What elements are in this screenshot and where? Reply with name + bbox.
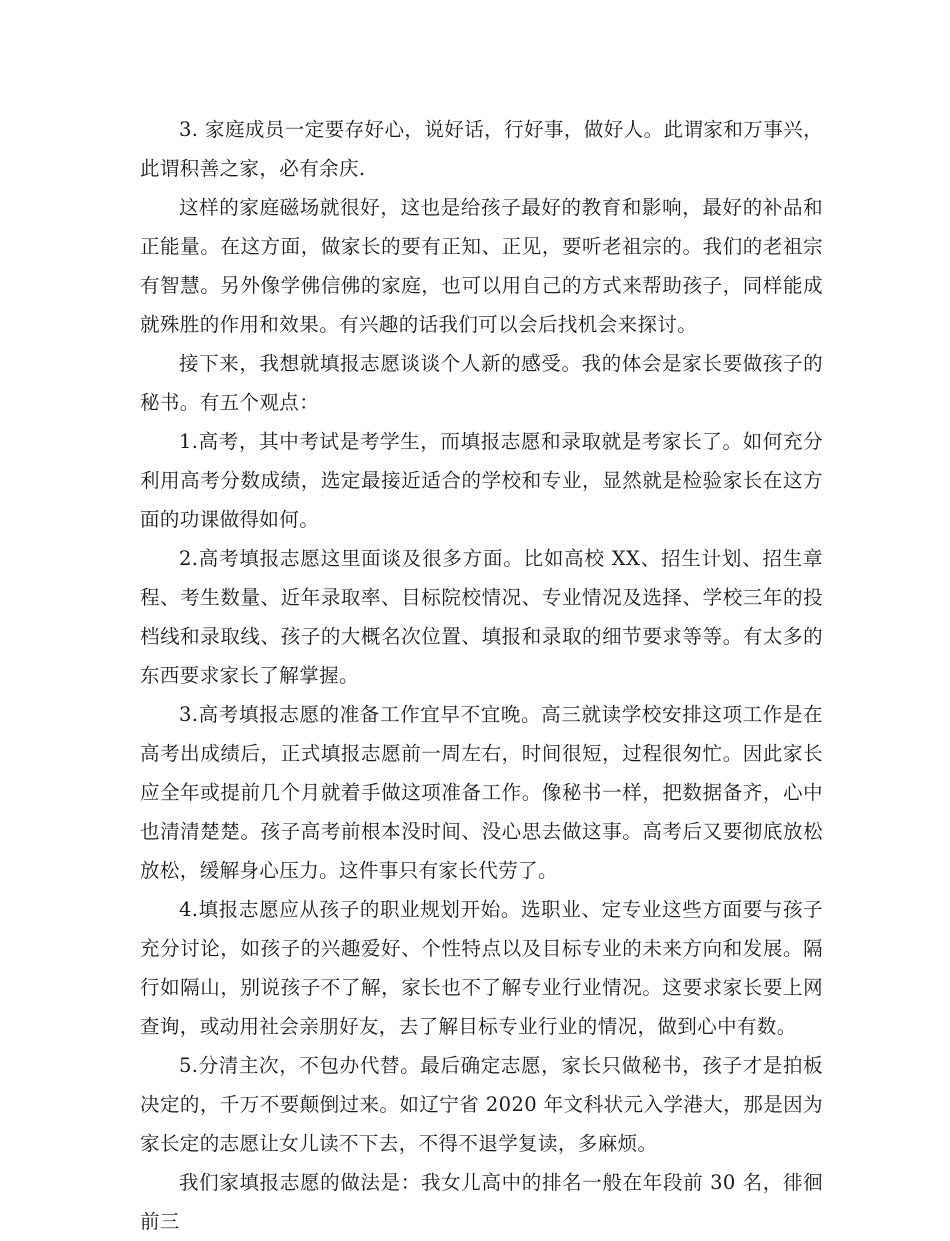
paragraph-family-virtue: 3. 家庭成员一定要存好心，说好话，行好事，做好人。此谓家和万事兴，此谓积善之家，必有余庆. bbox=[140, 118, 823, 180]
paragraph-intro-five-points: 接下来，我想就填报志愿谈谈个人新的感受。我的体会是家长要做孩子的秘书。有五个观点： bbox=[140, 352, 823, 414]
paragraph-point-2: 2.高考填报志愿这里面谈及很多方面。比如高校 XX、招生计划、招生章程、考生数量、近年录取率、目标院校情况、专业情况及选择、学校三年的投档线和录取线、孩子的大概名次位置、填报和录取的细节要求等等。有太多的东西要求家长了解掌握。 bbox=[140, 547, 823, 687]
paragraph-our-approach: 我们家填报志愿的做法是：我女儿高中的排名一般在年段前 30 名，徘徊前三 bbox=[140, 1171, 823, 1233]
document-body bbox=[140, 110, 823, 1241]
paragraph-point-3: 3.高考填报志愿的准备工作宜早不宜晚。高三就读学校安排这项工作是在高考出成绩后，正式填报志愿前一周左右，时间很短，过程很匆忙。因此家长应全年或提前几个月就着手做这项准备工作。像秘书一样，把数据备齐，心中也清清楚楚。孩子高考前根本没时间、没心思去做这事。高考后又要彻底放松放松，缓解身心压力。这件事只有家长代劳了。 bbox=[140, 703, 823, 882]
paragraph-point-1: 1.高考，其中考试是考学生，而填报志愿和录取就是考家长了。如何充分利用高考分数成绩，选定最接近适合的学校和专业，显然就是检验家长在这方面的功课做得如何。 bbox=[140, 430, 823, 531]
paragraph-family-atmosphere: 这样的家庭磁场就很好，这也是给孩子最好的教育和影响，最好的补品和正能量。在这方面，做家长的要有正知、正见，要听老祖宗的。我们的老祖宗有智慧。另外像学佛信佛的家庭，也可以用自己的方式来帮助孩子，同样能成就殊胜的作用和效果。有兴趣的话我们可以会后找机会来探讨。 bbox=[140, 196, 823, 336]
paragraph-point-4: 4.填报志愿应从孩子的职业规划开始。选职业、定专业这些方面要与孩子充分讨论，如孩子的兴趣爱好、个性特点以及目标专业的未来方向和发展。隔行如隔山，别说孩子不了解，家长也不了解专业行业情况。这要求家长要上网查询，或动用社会亲朋好友，去了解目标专业行业的情况，做到心中有数。 bbox=[140, 898, 823, 1038]
paragraph-point-5: 5.分清主次，不包办代替。最后确定志愿，家长只做秘书，孩子才是拍板决定的，千万不要颠倒过来。如辽宁省 2020 年文科状元入学港大，那是因为家长定的志愿让女儿读不下去，不得不退学复读，多麻烦。 bbox=[140, 1054, 823, 1155]
